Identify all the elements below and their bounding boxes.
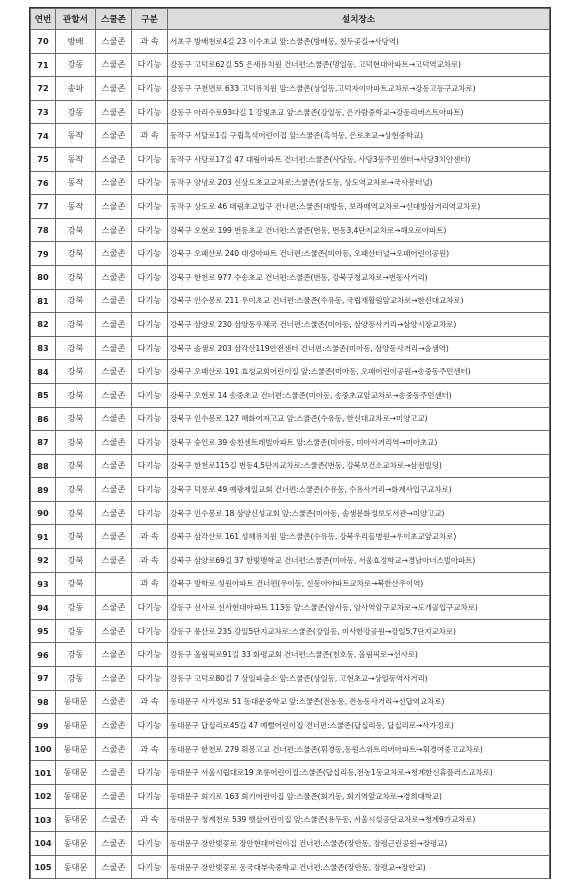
row-camera-type: 과 속 (132, 525, 168, 549)
row-install-location: 강동구 선사로 선사현대아파트 113동 앞:스쿨존(암사동, 암사역암구교차로→도개골입구교차로) (168, 596, 550, 620)
table-header-row (31, 9, 550, 30)
row-install-location: 강북구 오현로 14 송중초교 건너편:스쿨존(미아동, 송중초교앞교차로→송중동주민센터) (168, 383, 550, 407)
row-serial-number: 105 (31, 855, 56, 879)
row-serial-number: 78 (31, 218, 56, 242)
row-serial-number: 75 (31, 147, 56, 171)
row-install-location: 강북구 오패산로 240 대성아파트 건너편:스쿨존(미아동, 오패산터널→오패어린이공원) (168, 242, 550, 266)
row-camera-type: 다기능 (132, 785, 168, 809)
row-school-zone: 스쿨존 (96, 100, 132, 124)
row-install-location: 강북구 한천로 977 수송초교 건너편:스쿨존(번동, 강북구청교차로→번동사거리) (168, 265, 550, 289)
row-serial-number: 80 (31, 265, 56, 289)
row-camera-type: 과 속 (132, 549, 168, 573)
row-camera-type: 다기능 (132, 218, 168, 242)
row-police-station: 동작 (56, 195, 96, 219)
row-serial-number: 73 (31, 100, 56, 124)
row-camera-type: 다기능 (132, 242, 168, 266)
row-school-zone: 스쿨존 (96, 619, 132, 643)
row-serial-number: 100 (31, 737, 56, 761)
row-school-zone: 스쿨존 (96, 596, 132, 620)
table-row (31, 195, 550, 219)
row-police-station: 동대문 (56, 855, 96, 879)
row-install-location: 동작구 사당로17길 47 대림아파트 건너편:스쿨존(사당동, 사당3동주민센터→사당3치안센터) (168, 147, 550, 171)
table-row (31, 619, 550, 643)
row-camera-type: 과 속 (132, 808, 168, 832)
row-police-station: 동대문 (56, 785, 96, 809)
row-school-zone: 스쿨존 (96, 690, 132, 714)
row-camera-type: 과 속 (132, 572, 168, 596)
table-row (31, 53, 550, 77)
row-police-station: 동대문 (56, 761, 96, 785)
row-camera-type: 다기능 (132, 289, 168, 313)
table-body (31, 30, 550, 879)
row-police-station: 강북 (56, 218, 96, 242)
row-serial-number: 88 (31, 454, 56, 478)
row-school-zone: 스쿨존 (96, 218, 132, 242)
row-serial-number: 91 (31, 525, 56, 549)
row-serial-number: 85 (31, 383, 56, 407)
row-police-station: 강북 (56, 242, 96, 266)
row-install-location: 강동구 올림픽로91길 33 화평교회 건너편:스쿨존(천호동, 올림픽로→선사로) (168, 643, 550, 667)
row-camera-type: 다기능 (132, 265, 168, 289)
camera-location-table (30, 8, 550, 879)
row-camera-type: 다기능 (132, 407, 168, 431)
row-camera-type: 다기능 (132, 431, 168, 455)
row-install-location: 강동구 아리수로93다길 1 강빛초교 앞:스쿨존(강일동, 은가람중학교→강동리버스트아파트) (168, 100, 550, 124)
row-school-zone: 스쿨존 (96, 124, 132, 148)
row-install-location: 강동구 구천면로 633 고덕유치원 앞:스쿨존(상일동,고덕자이아파트교차로→강동고등구교차로) (168, 77, 550, 101)
row-serial-number: 82 (31, 313, 56, 337)
table-row (31, 171, 550, 195)
row-serial-number: 70 (31, 30, 56, 54)
table-row (31, 572, 550, 596)
row-camera-type: 다기능 (132, 360, 168, 384)
row-serial-number: 96 (31, 643, 56, 667)
row-install-location: 강북구 솔샘로 203 삼각산119안전센터 건너편:스쿨존(미아동, 삼양동사거리→솔샘역) (168, 336, 550, 360)
header-install-location: 설치장소 (168, 9, 550, 30)
table-row (31, 643, 550, 667)
table-row (31, 383, 550, 407)
row-school-zone: 스쿨존 (96, 549, 132, 573)
row-serial-number: 81 (31, 289, 56, 313)
header-serial-number: 연번 (31, 9, 56, 30)
row-install-location: 동대문구 사가정로 51 동대문중학교 앞:스쿨존(전농동, 전농동사거리→신답역교차로) (168, 690, 550, 714)
row-camera-type: 다기능 (132, 761, 168, 785)
row-camera-type: 다기능 (132, 855, 168, 879)
row-police-station: 송파 (56, 77, 96, 101)
header-school-zone: 스쿨존 (96, 9, 132, 30)
row-school-zone: 스쿨존 (96, 808, 132, 832)
table-row (31, 360, 550, 384)
table-row (31, 147, 550, 171)
table-row (31, 667, 550, 691)
row-camera-type: 다기능 (132, 643, 168, 667)
row-school-zone: 스쿨존 (96, 147, 132, 171)
row-serial-number: 94 (31, 596, 56, 620)
table-row (31, 242, 550, 266)
row-school-zone: 스쿨존 (96, 336, 132, 360)
table-row (31, 407, 550, 431)
row-police-station: 강북 (56, 383, 96, 407)
row-install-location: 강북구 덕릉로 49 예광제일교회 건너편:스쿨존(수유동, 수유사거리→화계사입구교차로) (168, 478, 550, 502)
row-install-location: 강북구 인수봉로 18 삼양신성교회 앞:스쿨존(미아동, 솔샘문화정보도서관→미양고교) (168, 501, 550, 525)
row-school-zone: 스쿨존 (96, 242, 132, 266)
row-install-location: 동대문구 답십리로45길 47 예뻘어린이집 건너편:스쿨존(답십리동, 답십리로→사가정로) (168, 714, 550, 738)
row-serial-number: 97 (31, 667, 56, 691)
row-install-location: 강북구 삼각산로 161 성혜유치원 앞:스쿨존(수유동, 강북우리들병원→우이초교앞교차로) (168, 525, 550, 549)
row-install-location: 동대문구 청계천로 539 햇살어린이집 앞:스쿨존(용두동, 서울시설공단교차로→청계9가교차로) (168, 808, 550, 832)
row-install-location: 강북구 인수봉로 127 혜화여자고교 앞:스쿨존(수유동, 한신대교차로→미양고교) (168, 407, 550, 431)
row-police-station: 동작 (56, 147, 96, 171)
row-school-zone: 스쿨존 (96, 525, 132, 549)
row-install-location: 동대문구 장안벚꽃로 장안현대어린이집 건너편:스쿨존(장안동, 장평근린공원→장평교) (168, 832, 550, 856)
row-install-location: 동대문구 회기로 163 회기어린이집 앞:스쿨존(회기동, 회기역앞교차로→경희대학교) (168, 785, 550, 809)
row-school-zone: 스쿨존 (96, 501, 132, 525)
row-camera-type: 다기능 (132, 171, 168, 195)
row-install-location: 동대문구 한천로 279 휘봉고교 건너편:스쿨존(휘경동,동원스위트리버아파트→휘경여중고교차로) (168, 737, 550, 761)
table-row (31, 525, 550, 549)
row-install-location: 강동구 고덕로62길 55 은새유치원 건너편:스쿨존(명일동, 고덕현대아파트→고덕역교차로) (168, 53, 550, 77)
row-school-zone: 스쿨존 (96, 407, 132, 431)
row-install-location: 동작구 양녕로 203 신상도초교교차로:스쿨존(상도동, 상도역교차로→국사봉터널) (168, 171, 550, 195)
row-police-station: 강북 (56, 360, 96, 384)
table-row (31, 100, 550, 124)
row-serial-number: 89 (31, 478, 56, 502)
row-school-zone: 스쿨존 (96, 383, 132, 407)
table-row (31, 501, 550, 525)
row-serial-number: 83 (31, 336, 56, 360)
row-police-station: 강북 (56, 431, 96, 455)
row-school-zone: 스쿨존 (96, 77, 132, 101)
row-camera-type: 다기능 (132, 100, 168, 124)
row-school-zone: 스쿨존 (96, 289, 132, 313)
table-row (31, 30, 550, 54)
row-police-station: 강북 (56, 572, 96, 596)
row-school-zone: 스쿨존 (96, 761, 132, 785)
table-row (31, 855, 550, 879)
table-row (31, 690, 550, 714)
row-camera-type: 다기능 (132, 619, 168, 643)
row-camera-type: 다기능 (132, 195, 168, 219)
row-install-location: 강동구 풍산로 235 강일5단지교차로:스쿨존(강일동, 미사한강공원→강일5,7단지교차로) (168, 619, 550, 643)
row-police-station: 동작 (56, 171, 96, 195)
row-serial-number: 76 (31, 171, 56, 195)
row-serial-number: 86 (31, 407, 56, 431)
table-row (31, 478, 550, 502)
row-school-zone: 스쿨존 (96, 313, 132, 337)
row-school-zone: 스쿨존 (96, 737, 132, 761)
row-police-station: 동대문 (56, 737, 96, 761)
row-police-station: 동대문 (56, 690, 96, 714)
row-serial-number: 90 (31, 501, 56, 525)
row-install-location: 강북구 삼양로 230 삼양동우체국 건너편:스쿨존(미아동, 삼양동사거리→삼양시장교차로) (168, 313, 550, 337)
row-school-zone: 스쿨존 (96, 832, 132, 856)
row-police-station: 동대문 (56, 808, 96, 832)
row-police-station: 강북 (56, 336, 96, 360)
row-school-zone (96, 572, 132, 596)
row-install-location: 동대문구 서울시립대로19 초롱어린이집:스쿨존(답십리동,전농1동교차로→청계한신휴플러스교차로) (168, 761, 550, 785)
row-camera-type: 과 속 (132, 30, 168, 54)
row-school-zone: 스쿨존 (96, 431, 132, 455)
row-serial-number: 87 (31, 431, 56, 455)
row-camera-type: 과 속 (132, 737, 168, 761)
row-camera-type: 다기능 (132, 501, 168, 525)
row-police-station: 방배 (56, 30, 96, 54)
row-install-location: 강북구 방학로 성원아파트 건너편(우이동, 신동아아파트교차로→북한산우이역) (168, 572, 550, 596)
table-row (31, 431, 550, 455)
table-row (31, 77, 550, 101)
row-serial-number: 98 (31, 690, 56, 714)
header-camera-type: 구분 (132, 9, 168, 30)
row-school-zone: 스쿨존 (96, 855, 132, 879)
row-serial-number: 77 (31, 195, 56, 219)
row-police-station: 강북 (56, 501, 96, 525)
row-camera-type: 다기능 (132, 336, 168, 360)
row-police-station: 강동 (56, 619, 96, 643)
row-camera-type: 다기능 (132, 313, 168, 337)
row-school-zone: 스쿨존 (96, 785, 132, 809)
row-install-location: 동작구 상도로 46 대림초교입구 건너편:스쿨존(대방동, 보라매역교차로→신대방삼거리역교차로) (168, 195, 550, 219)
row-install-location: 강북구 인수봉로 211 우이초교 건너편:스쿨존(수유동, 국립재활원앞교차로→한신대교차로) (168, 289, 550, 313)
row-install-location: 강동구 고덕로80길 7 상일파출소 앞:스쿨존(상일동, 고현초교→상일동역사거리) (168, 667, 550, 691)
row-serial-number: 104 (31, 832, 56, 856)
row-school-zone: 스쿨존 (96, 643, 132, 667)
row-serial-number: 84 (31, 360, 56, 384)
table-row (31, 808, 550, 832)
row-serial-number: 99 (31, 714, 56, 738)
row-police-station: 강동 (56, 643, 96, 667)
row-install-location: 강북구 한천로115길 번동4,5단지교차로:스쿨존(번동, 강북보건소교차로→삼전빌딩) (168, 454, 550, 478)
row-school-zone: 스쿨존 (96, 478, 132, 502)
row-camera-type: 다기능 (132, 383, 168, 407)
row-police-station: 강동 (56, 100, 96, 124)
table-row (31, 336, 550, 360)
row-camera-type: 다기능 (132, 53, 168, 77)
row-serial-number: 101 (31, 761, 56, 785)
row-serial-number: 102 (31, 785, 56, 809)
header-police-station: 관할서 (56, 9, 96, 30)
row-police-station: 강북 (56, 549, 96, 573)
row-school-zone: 스쿨존 (96, 171, 132, 195)
row-camera-type: 다기능 (132, 596, 168, 620)
row-police-station: 강북 (56, 289, 96, 313)
row-serial-number: 72 (31, 77, 56, 101)
row-serial-number: 71 (31, 53, 56, 77)
table-row (31, 289, 550, 313)
row-install-location: 강북구 숭인로 39 송천센트레빌아파트 앞:스쿨존(미아동, 미아사거리역→미아초교) (168, 431, 550, 455)
row-school-zone: 스쿨존 (96, 454, 132, 478)
row-police-station: 강동 (56, 596, 96, 620)
row-serial-number: 79 (31, 242, 56, 266)
table-row (31, 549, 550, 573)
row-police-station: 동대문 (56, 832, 96, 856)
row-install-location: 동대문구 장안벚꽃로 동국대부속중학교 건너편:스쿨존(장안동, 장평교→장안교) (168, 855, 550, 879)
row-serial-number: 95 (31, 619, 56, 643)
table-row (31, 714, 550, 738)
row-camera-type: 다기능 (132, 454, 168, 478)
row-camera-type: 다기능 (132, 832, 168, 856)
camera-location-sheet (30, 8, 549, 879)
row-police-station: 강북 (56, 265, 96, 289)
table-row (31, 832, 550, 856)
row-camera-type: 다기능 (132, 714, 168, 738)
row-install-location: 강북구 오현로 199 번동초교 건너편:스쿨존(번동, 번동3,4단지교차로→해오로아파트) (168, 218, 550, 242)
row-police-station: 강북 (56, 454, 96, 478)
row-camera-type: 과 속 (132, 124, 168, 148)
row-serial-number: 92 (31, 549, 56, 573)
row-install-location: 강북구 삼양로69길 37 한빛맹학교 건너편:스쿨존(미아동, 서울효정학교→경남아너스빌아파트) (168, 549, 550, 573)
row-police-station: 강동 (56, 667, 96, 691)
row-camera-type: 다기능 (132, 147, 168, 171)
row-school-zone: 스쿨존 (96, 53, 132, 77)
row-police-station: 강북 (56, 313, 96, 337)
row-police-station: 강북 (56, 525, 96, 549)
table-row (31, 596, 550, 620)
row-police-station: 동대문 (56, 714, 96, 738)
row-serial-number: 74 (31, 124, 56, 148)
table-row (31, 737, 550, 761)
row-install-location: 서초구 방배천로4길 23 이수초교 앞:스쿨존(방배동, 청두곶길→사당역) (168, 30, 550, 54)
row-camera-type: 다기능 (132, 77, 168, 101)
row-police-station: 강북 (56, 478, 96, 502)
table-row (31, 218, 550, 242)
row-school-zone: 스쿨존 (96, 30, 132, 54)
row-school-zone: 스쿨존 (96, 360, 132, 384)
table-row (31, 313, 550, 337)
row-serial-number: 93 (31, 572, 56, 596)
row-police-station: 강동 (56, 53, 96, 77)
row-school-zone: 스쿨존 (96, 195, 132, 219)
row-school-zone: 스쿨존 (96, 265, 132, 289)
table-row (31, 785, 550, 809)
row-school-zone: 스쿨존 (96, 667, 132, 691)
table-row (31, 265, 550, 289)
row-install-location: 동작구 서달로1길 구립흑석어린이집 앞:스쿨존(흑석동, 은로초교→상현중학교) (168, 124, 550, 148)
row-camera-type: 과 속 (132, 690, 168, 714)
table-row (31, 124, 550, 148)
row-serial-number: 103 (31, 808, 56, 832)
row-school-zone: 스쿨존 (96, 714, 132, 738)
row-police-station: 강북 (56, 407, 96, 431)
table-row (31, 761, 550, 785)
row-camera-type: 다기능 (132, 667, 168, 691)
table-row (31, 454, 550, 478)
row-install-location: 강북구 오패산로 191 효성교회어린이집 앞:스쿨존(미아동, 오패어린이공원→송중동주민센터) (168, 360, 550, 384)
row-police-station: 동작 (56, 124, 96, 148)
row-camera-type: 다기능 (132, 478, 168, 502)
